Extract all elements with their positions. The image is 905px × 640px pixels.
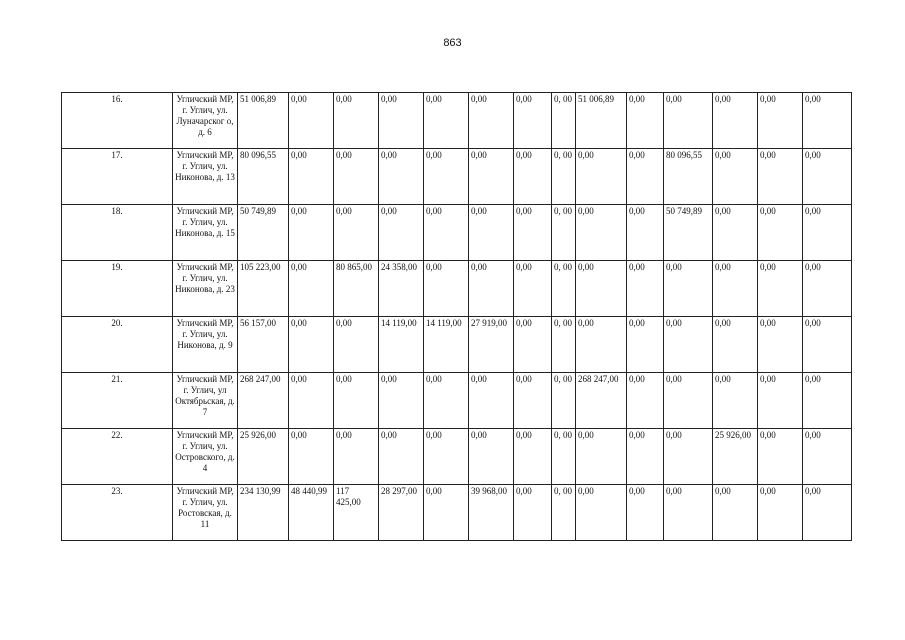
value-cell: 80 096,55 bbox=[238, 149, 289, 205]
value-cell: 0,00 bbox=[803, 373, 852, 429]
row-number-cell: 19. bbox=[62, 261, 173, 317]
value-cell: 0, 00 bbox=[552, 373, 576, 429]
value-cell: 0,00 bbox=[664, 373, 713, 429]
value-cell: 0, 00 bbox=[552, 149, 576, 205]
value-cell: 0,00 bbox=[514, 261, 552, 317]
value-cell: 0,00 bbox=[334, 373, 379, 429]
value-cell: 0,00 bbox=[576, 261, 627, 317]
value-cell: 268 247,00 bbox=[576, 373, 627, 429]
value-cell: 0,00 bbox=[627, 373, 664, 429]
value-cell: 0,00 bbox=[664, 93, 713, 149]
value-cell: 0,00 bbox=[334, 429, 379, 485]
row-number-cell: 21. bbox=[62, 373, 173, 429]
value-cell: 0,00 bbox=[713, 261, 758, 317]
value-cell: 0,00 bbox=[424, 485, 469, 541]
value-cell: 0,00 bbox=[758, 429, 803, 485]
value-cell: 0,00 bbox=[576, 149, 627, 205]
data-table bbox=[61, 92, 852, 541]
value-cell: 0,00 bbox=[424, 205, 469, 261]
row-number-cell: 23. bbox=[62, 485, 173, 541]
value-cell: 0,00 bbox=[664, 261, 713, 317]
value-cell: 0,00 bbox=[514, 149, 552, 205]
value-cell: 0, 00 bbox=[552, 93, 576, 149]
value-cell: 48 440,99 bbox=[289, 485, 334, 541]
value-cell: 0,00 bbox=[627, 317, 664, 373]
value-cell: 0,00 bbox=[713, 373, 758, 429]
value-cell: 0,00 bbox=[627, 205, 664, 261]
table-row bbox=[62, 149, 852, 205]
table-row bbox=[62, 373, 852, 429]
value-cell: 50 749,89 bbox=[238, 205, 289, 261]
value-cell: 0,00 bbox=[289, 149, 334, 205]
value-cell: 0,00 bbox=[469, 373, 514, 429]
value-cell: 0,00 bbox=[514, 429, 552, 485]
value-cell: 0,00 bbox=[758, 485, 803, 541]
value-cell: 0,00 bbox=[803, 149, 852, 205]
value-cell: 14 119,00 bbox=[379, 317, 424, 373]
value-cell: 0,00 bbox=[576, 429, 627, 485]
value-cell: 0,00 bbox=[803, 205, 852, 261]
value-cell: 0,00 bbox=[469, 429, 514, 485]
value-cell: 105 223,00 bbox=[238, 261, 289, 317]
value-cell: 0, 00 bbox=[552, 429, 576, 485]
value-cell: 0,00 bbox=[758, 149, 803, 205]
value-cell: 0,00 bbox=[334, 205, 379, 261]
row-number-cell: 17. bbox=[62, 149, 173, 205]
value-cell: 0,00 bbox=[713, 93, 758, 149]
value-cell: 0,00 bbox=[758, 205, 803, 261]
row-number-cell: 22. bbox=[62, 429, 173, 485]
value-cell: 51 006,89 bbox=[576, 93, 627, 149]
value-cell: 117 425,00 bbox=[334, 485, 379, 541]
value-cell: 0,00 bbox=[379, 373, 424, 429]
value-cell: 234 130,99 bbox=[238, 485, 289, 541]
value-cell: 0, 00 bbox=[552, 261, 576, 317]
value-cell: 14 119,00 bbox=[424, 317, 469, 373]
value-cell: 0,00 bbox=[424, 373, 469, 429]
value-cell: 0,00 bbox=[713, 149, 758, 205]
value-cell: 0,00 bbox=[334, 93, 379, 149]
value-cell: 0,00 bbox=[664, 485, 713, 541]
value-cell: 0,00 bbox=[803, 485, 852, 541]
value-cell: 0,00 bbox=[713, 317, 758, 373]
value-cell: 0,00 bbox=[758, 317, 803, 373]
value-cell: 0,00 bbox=[627, 149, 664, 205]
value-cell: 0,00 bbox=[424, 149, 469, 205]
table-body bbox=[62, 93, 852, 541]
address-cell: Угличский МР, г. Углич, ул. Никонова, д. 9 bbox=[173, 317, 238, 373]
value-cell: 0,00 bbox=[469, 205, 514, 261]
value-cell: 0,00 bbox=[713, 485, 758, 541]
table-row bbox=[62, 485, 852, 541]
value-cell: 25 926,00 bbox=[238, 429, 289, 485]
address-cell: Угличский МР, г. Углич, ул. Островского, д. 4 bbox=[173, 429, 238, 485]
value-cell: 0,00 bbox=[514, 373, 552, 429]
value-cell: 0,00 bbox=[334, 149, 379, 205]
value-cell: 0,00 bbox=[713, 205, 758, 261]
value-cell: 0,00 bbox=[758, 261, 803, 317]
address-cell: Угличский МР, г. Углич, ул. Ростовская, д. 11 bbox=[173, 485, 238, 541]
page-number: 863 bbox=[443, 37, 462, 49]
value-cell: 24 358,00 bbox=[379, 261, 424, 317]
value-cell: 0,00 bbox=[758, 93, 803, 149]
row-number-cell: 16. bbox=[62, 93, 173, 149]
value-cell: 0,00 bbox=[627, 485, 664, 541]
value-cell: 0,00 bbox=[469, 261, 514, 317]
value-cell: 80 865,00 bbox=[334, 261, 379, 317]
address-cell: Угличский МР, г. Углич, ул. Никонова, д. 13 bbox=[173, 149, 238, 205]
value-cell: 0,00 bbox=[514, 205, 552, 261]
value-cell: 0,00 bbox=[627, 429, 664, 485]
value-cell: 0,00 bbox=[379, 149, 424, 205]
value-cell: 0,00 bbox=[803, 93, 852, 149]
value-cell: 25 926,00 bbox=[713, 429, 758, 485]
value-cell: 0,00 bbox=[627, 93, 664, 149]
value-cell: 0,00 bbox=[576, 317, 627, 373]
address-cell: Угличский МР, г. Углич, ул. Луначарског о, д. 6 bbox=[173, 93, 238, 149]
value-cell: 0,00 bbox=[289, 261, 334, 317]
value-cell: 0,00 bbox=[469, 149, 514, 205]
address-cell: Угличский МР, г. Углич, ул. Никонова, д. 15 bbox=[173, 205, 238, 261]
row-number-cell: 18. bbox=[62, 205, 173, 261]
value-cell: 0, 00 bbox=[552, 485, 576, 541]
value-cell: 0,00 bbox=[758, 373, 803, 429]
value-cell: 0,00 bbox=[576, 205, 627, 261]
value-cell: 28 297,00 bbox=[379, 485, 424, 541]
value-cell: 0,00 bbox=[514, 93, 552, 149]
value-cell: 0,00 bbox=[664, 317, 713, 373]
value-cell: 0,00 bbox=[424, 93, 469, 149]
value-cell: 0,00 bbox=[289, 429, 334, 485]
value-cell: 0, 00 bbox=[552, 317, 576, 373]
value-cell: 0,00 bbox=[379, 93, 424, 149]
value-cell: 0,00 bbox=[514, 317, 552, 373]
value-cell: 39 968,00 bbox=[469, 485, 514, 541]
table-row bbox=[62, 205, 852, 261]
table-row bbox=[62, 261, 852, 317]
value-cell: 0,00 bbox=[334, 317, 379, 373]
value-cell: 0,00 bbox=[424, 429, 469, 485]
value-cell: 56 157,00 bbox=[238, 317, 289, 373]
address-cell: Угличский МР, г. Углич, ул. Никонова, д. 23 bbox=[173, 261, 238, 317]
value-cell: 0,00 bbox=[289, 317, 334, 373]
value-cell: 0,00 bbox=[379, 429, 424, 485]
value-cell: 0,00 bbox=[664, 429, 713, 485]
value-cell: 0,00 bbox=[803, 429, 852, 485]
value-cell: 27 919,00 bbox=[469, 317, 514, 373]
value-cell: 0,00 bbox=[803, 317, 852, 373]
table-row bbox=[62, 317, 852, 373]
table-row bbox=[62, 429, 852, 485]
value-cell: 0,00 bbox=[576, 485, 627, 541]
value-cell: 0,00 bbox=[289, 205, 334, 261]
value-cell: 0,00 bbox=[803, 261, 852, 317]
value-cell: 51 006,89 bbox=[238, 93, 289, 149]
value-cell: 268 247,00 bbox=[238, 373, 289, 429]
value-cell: 50 749,89 bbox=[664, 205, 713, 261]
value-cell: 0,00 bbox=[289, 373, 334, 429]
address-cell: Угличский МР, г. Углич, ул Октябрьская, д. 7 bbox=[173, 373, 238, 429]
value-cell: 0,00 bbox=[469, 93, 514, 149]
value-cell: 0,00 bbox=[424, 261, 469, 317]
value-cell: 0,00 bbox=[514, 485, 552, 541]
value-cell: 80 096,55 bbox=[664, 149, 713, 205]
row-number-cell: 20. bbox=[62, 317, 173, 373]
value-cell: 0,00 bbox=[379, 205, 424, 261]
value-cell: 0,00 bbox=[627, 261, 664, 317]
value-cell: 0,00 bbox=[289, 93, 334, 149]
value-cell: 0, 00 bbox=[552, 205, 576, 261]
table-row bbox=[62, 93, 852, 149]
